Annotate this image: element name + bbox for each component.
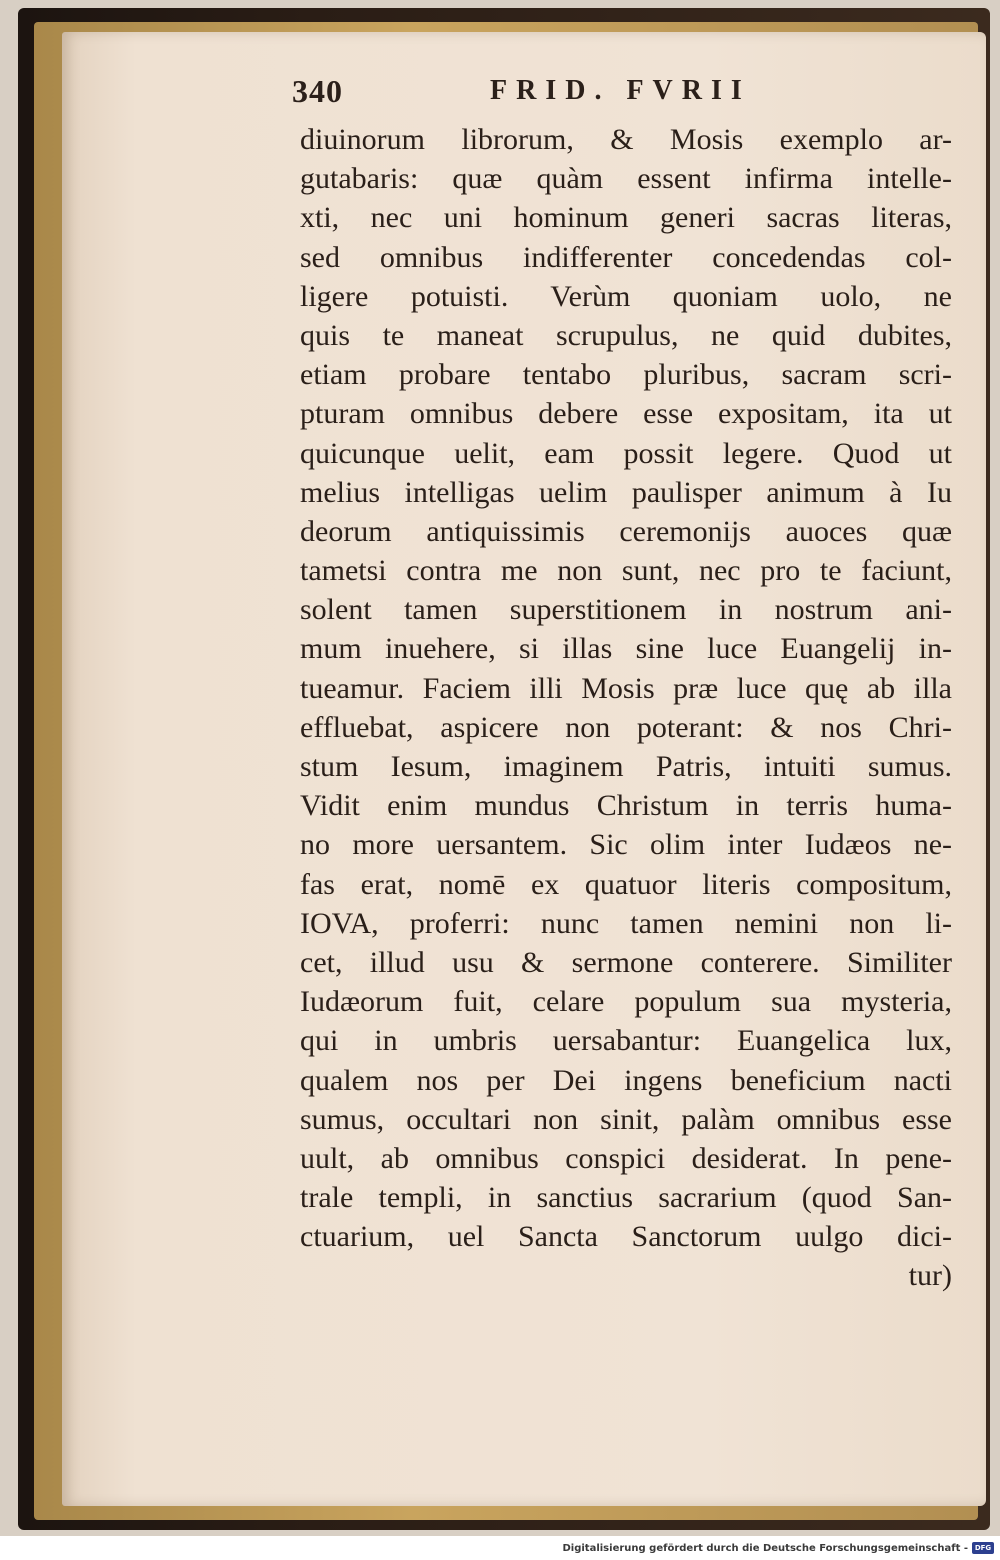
page-header (292, 73, 770, 113)
text-line: solent tamen superstitionem in nostrum ani- (300, 593, 952, 627)
text-line: tueamur. Faciem illi Mosis præ luce quę ab illa (300, 671, 952, 705)
text-line: sumus, occultari non sinit, palàm omnibus esse (300, 1102, 952, 1136)
text-line: ctuarium, uel Sancta Sanctorum uulgo dici- (300, 1220, 952, 1254)
text-line: qualem nos per Dei ingens beneficium nacti (300, 1063, 952, 1097)
text-line: uult, ab omnibus conspici desiderat. In pene- (300, 1141, 952, 1175)
running-head: FRID. FVRII (490, 75, 751, 106)
dfg-logo: DFG (972, 1542, 994, 1554)
text-line: gutabaris: quæ quàm essent infirma intelle- (300, 162, 952, 196)
text-line: xti, nec uni hominum generi sacras literas, (300, 201, 952, 235)
text-line: quicunque uelit, eam possit legere. Quod ut (300, 436, 952, 470)
text-line: effluebat, aspicere non poterant: & nos Chri- (300, 710, 952, 744)
funding-notice: Digitalisierung gefördert durch die Deutsche Forschungsgemeinschaft - (562, 1543, 968, 1554)
text-line: IOVA, proferri: nunc tamen nemini non li- (300, 906, 952, 940)
text-line: sed omnibus indifferenter concedendas col- (300, 240, 952, 274)
text-line: diuinorum librorum, & Mosis exemplo ar- (300, 123, 952, 156)
digitization-footer (0, 1536, 1000, 1560)
text-line: mum inuehere, si illas sine luce Euangelij in- (300, 632, 952, 666)
text-line: tametsi contra me non sunt, nec pro te faciunt, (300, 554, 952, 588)
text-line: trale templi, in sanctius sacrarium (quod San- (300, 1181, 952, 1215)
text-line: no more uersantem. Sic olim inter Iudæos ne- (300, 828, 952, 862)
text-line: ligere potuisti. Verùm quoniam uolo, ne (300, 279, 952, 313)
text-line: Iudæorum fuit, celare populum sua mysteria, (300, 985, 952, 1019)
text-line: cet, illud usu & sermone conterere. Similiter (300, 945, 952, 979)
text-line: qui in umbris uersabantur: Euangelica lux, (300, 1024, 952, 1058)
text-line: quis te maneat scrupulus, ne quid dubites, (300, 318, 952, 352)
text-line: pturam omnibus debere esse expositam, ita ut (300, 397, 952, 431)
text-line: melius intelligas uelim paulisper animum à Iu (300, 475, 952, 509)
text-line: stum Iesum, imaginem Patris, intuiti sumus. (300, 750, 952, 783)
body-text (300, 120, 952, 1296)
text-line: deorum antiquissimis ceremonijs auoces quæ (300, 514, 952, 548)
page-number: 340 (292, 73, 343, 109)
text-line: Vidit enim mundus Christum in terris huma- (300, 789, 952, 823)
catchword: tur) (908, 1259, 952, 1293)
text-line: etiam probare tentabo pluribus, sacram scri- (300, 358, 952, 392)
text-line: fas erat, nomē ex quatuor literis compositum, (300, 867, 952, 901)
